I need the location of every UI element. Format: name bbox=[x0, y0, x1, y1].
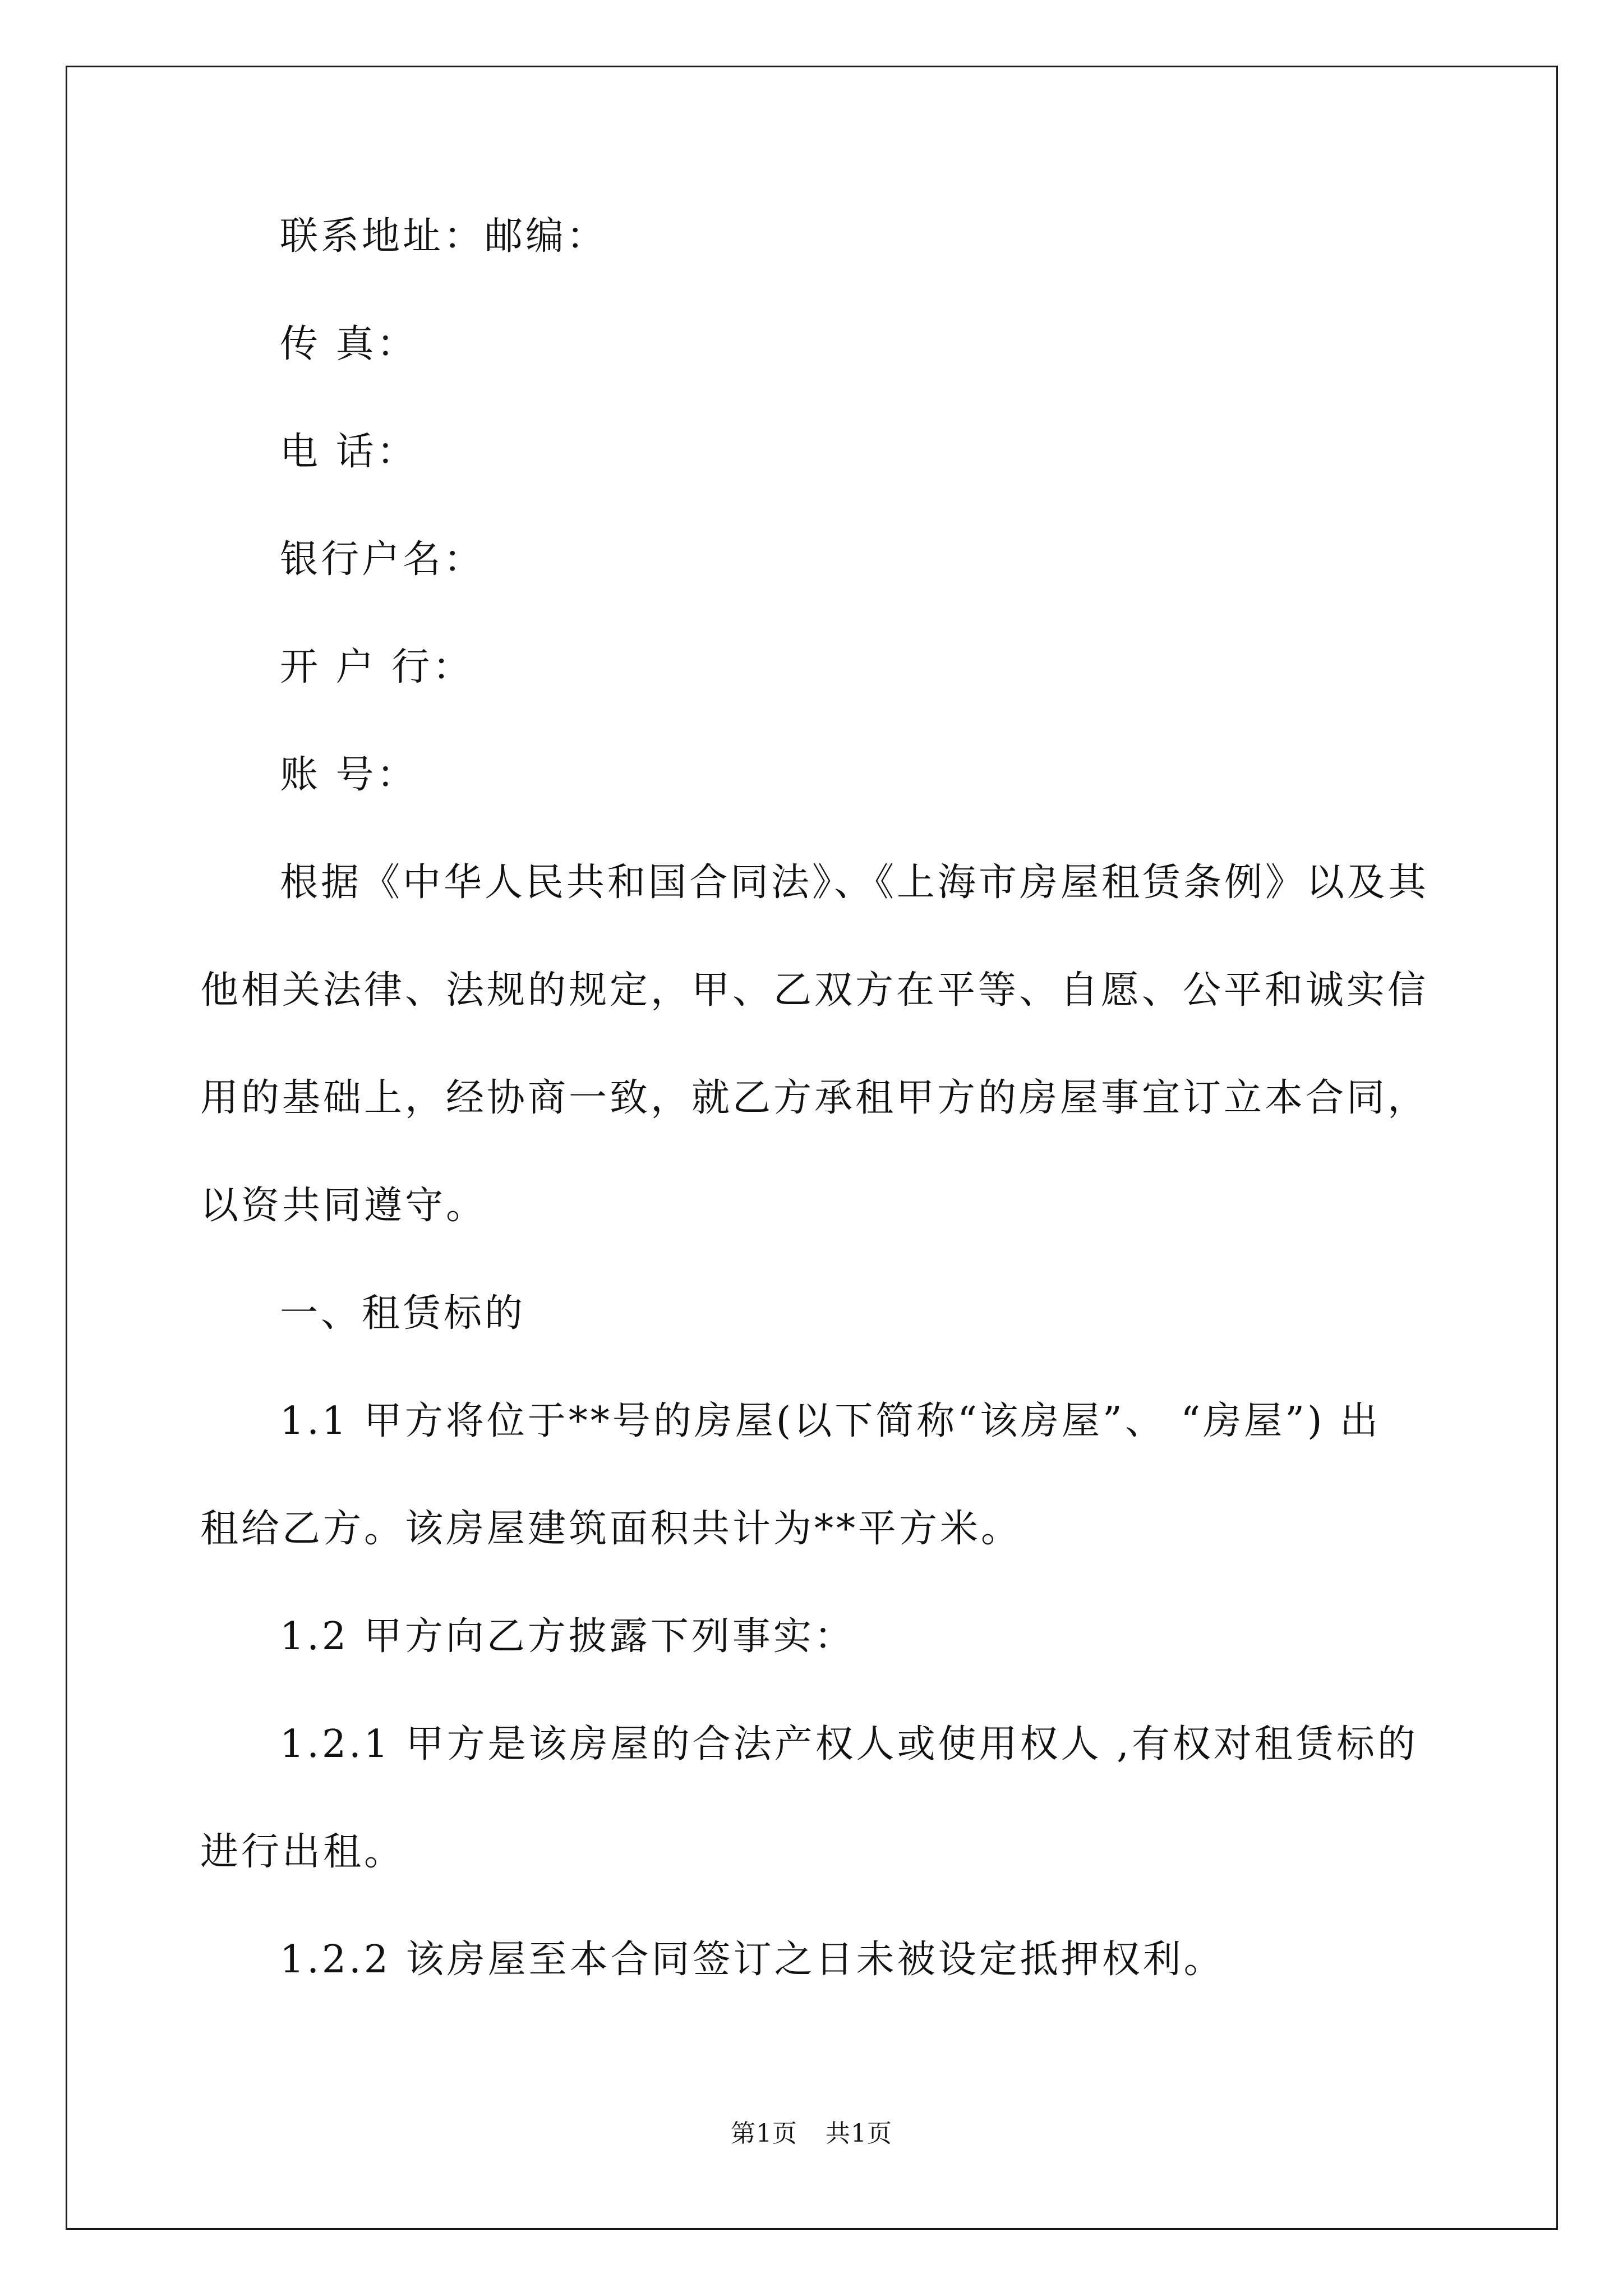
clause-line: 1.2.2 该房屋至本合同签订之日未被设定抵押权利。 bbox=[280, 1938, 1225, 1982]
document-body bbox=[200, 210, 1428, 1987]
phone-line: 电 话： bbox=[280, 430, 418, 474]
bank-branch-line: 开 户 行： bbox=[280, 645, 474, 689]
clause-line: 1.2 甲方向乙方披露下列事实： bbox=[280, 1614, 855, 1659]
fax-line: 传 真： bbox=[280, 322, 418, 366]
clause-line: 1.1 甲方将位于**号的房屋(以下简称“该房屋”、 “房屋”) 出 bbox=[280, 1399, 1381, 1443]
paragraph-line: 用的基础上，经协商一致，就乙方承租甲方的房屋事宜订立本合同， bbox=[200, 1076, 1429, 1120]
page-total: 共1页 bbox=[826, 2119, 892, 2148]
clause-line: 进行出租。 bbox=[200, 1830, 405, 1874]
clause-line: 1.2.1 甲方是该房屋的合法产权人或使用权人 ,有权对租赁标的 bbox=[280, 1722, 1418, 1766]
account-number-line: 账 号： bbox=[280, 753, 418, 797]
paragraph-line: 他相关法律、法规的规定，甲、乙双方在平等、自愿、公平和诚实信 bbox=[200, 968, 1429, 1013]
section-heading: 一、租赁标的 bbox=[280, 1291, 526, 1336]
page-footer bbox=[0, 2117, 1623, 2151]
bank-account-name-line: 银行户名： bbox=[280, 537, 485, 582]
clause-line: 租给乙方。该房屋建筑面积共计为**平方米。 bbox=[200, 1507, 1022, 1551]
page-number: 第1页 bbox=[731, 2119, 797, 2148]
paragraph-line: 根据《中华人民共和国合同法》、《上海市房屋租赁条例》以及其 bbox=[280, 861, 1430, 905]
paragraph-line: 以资共同遵守。 bbox=[200, 1184, 487, 1228]
contact-address-line: 联系地址：邮编： bbox=[280, 214, 608, 259]
